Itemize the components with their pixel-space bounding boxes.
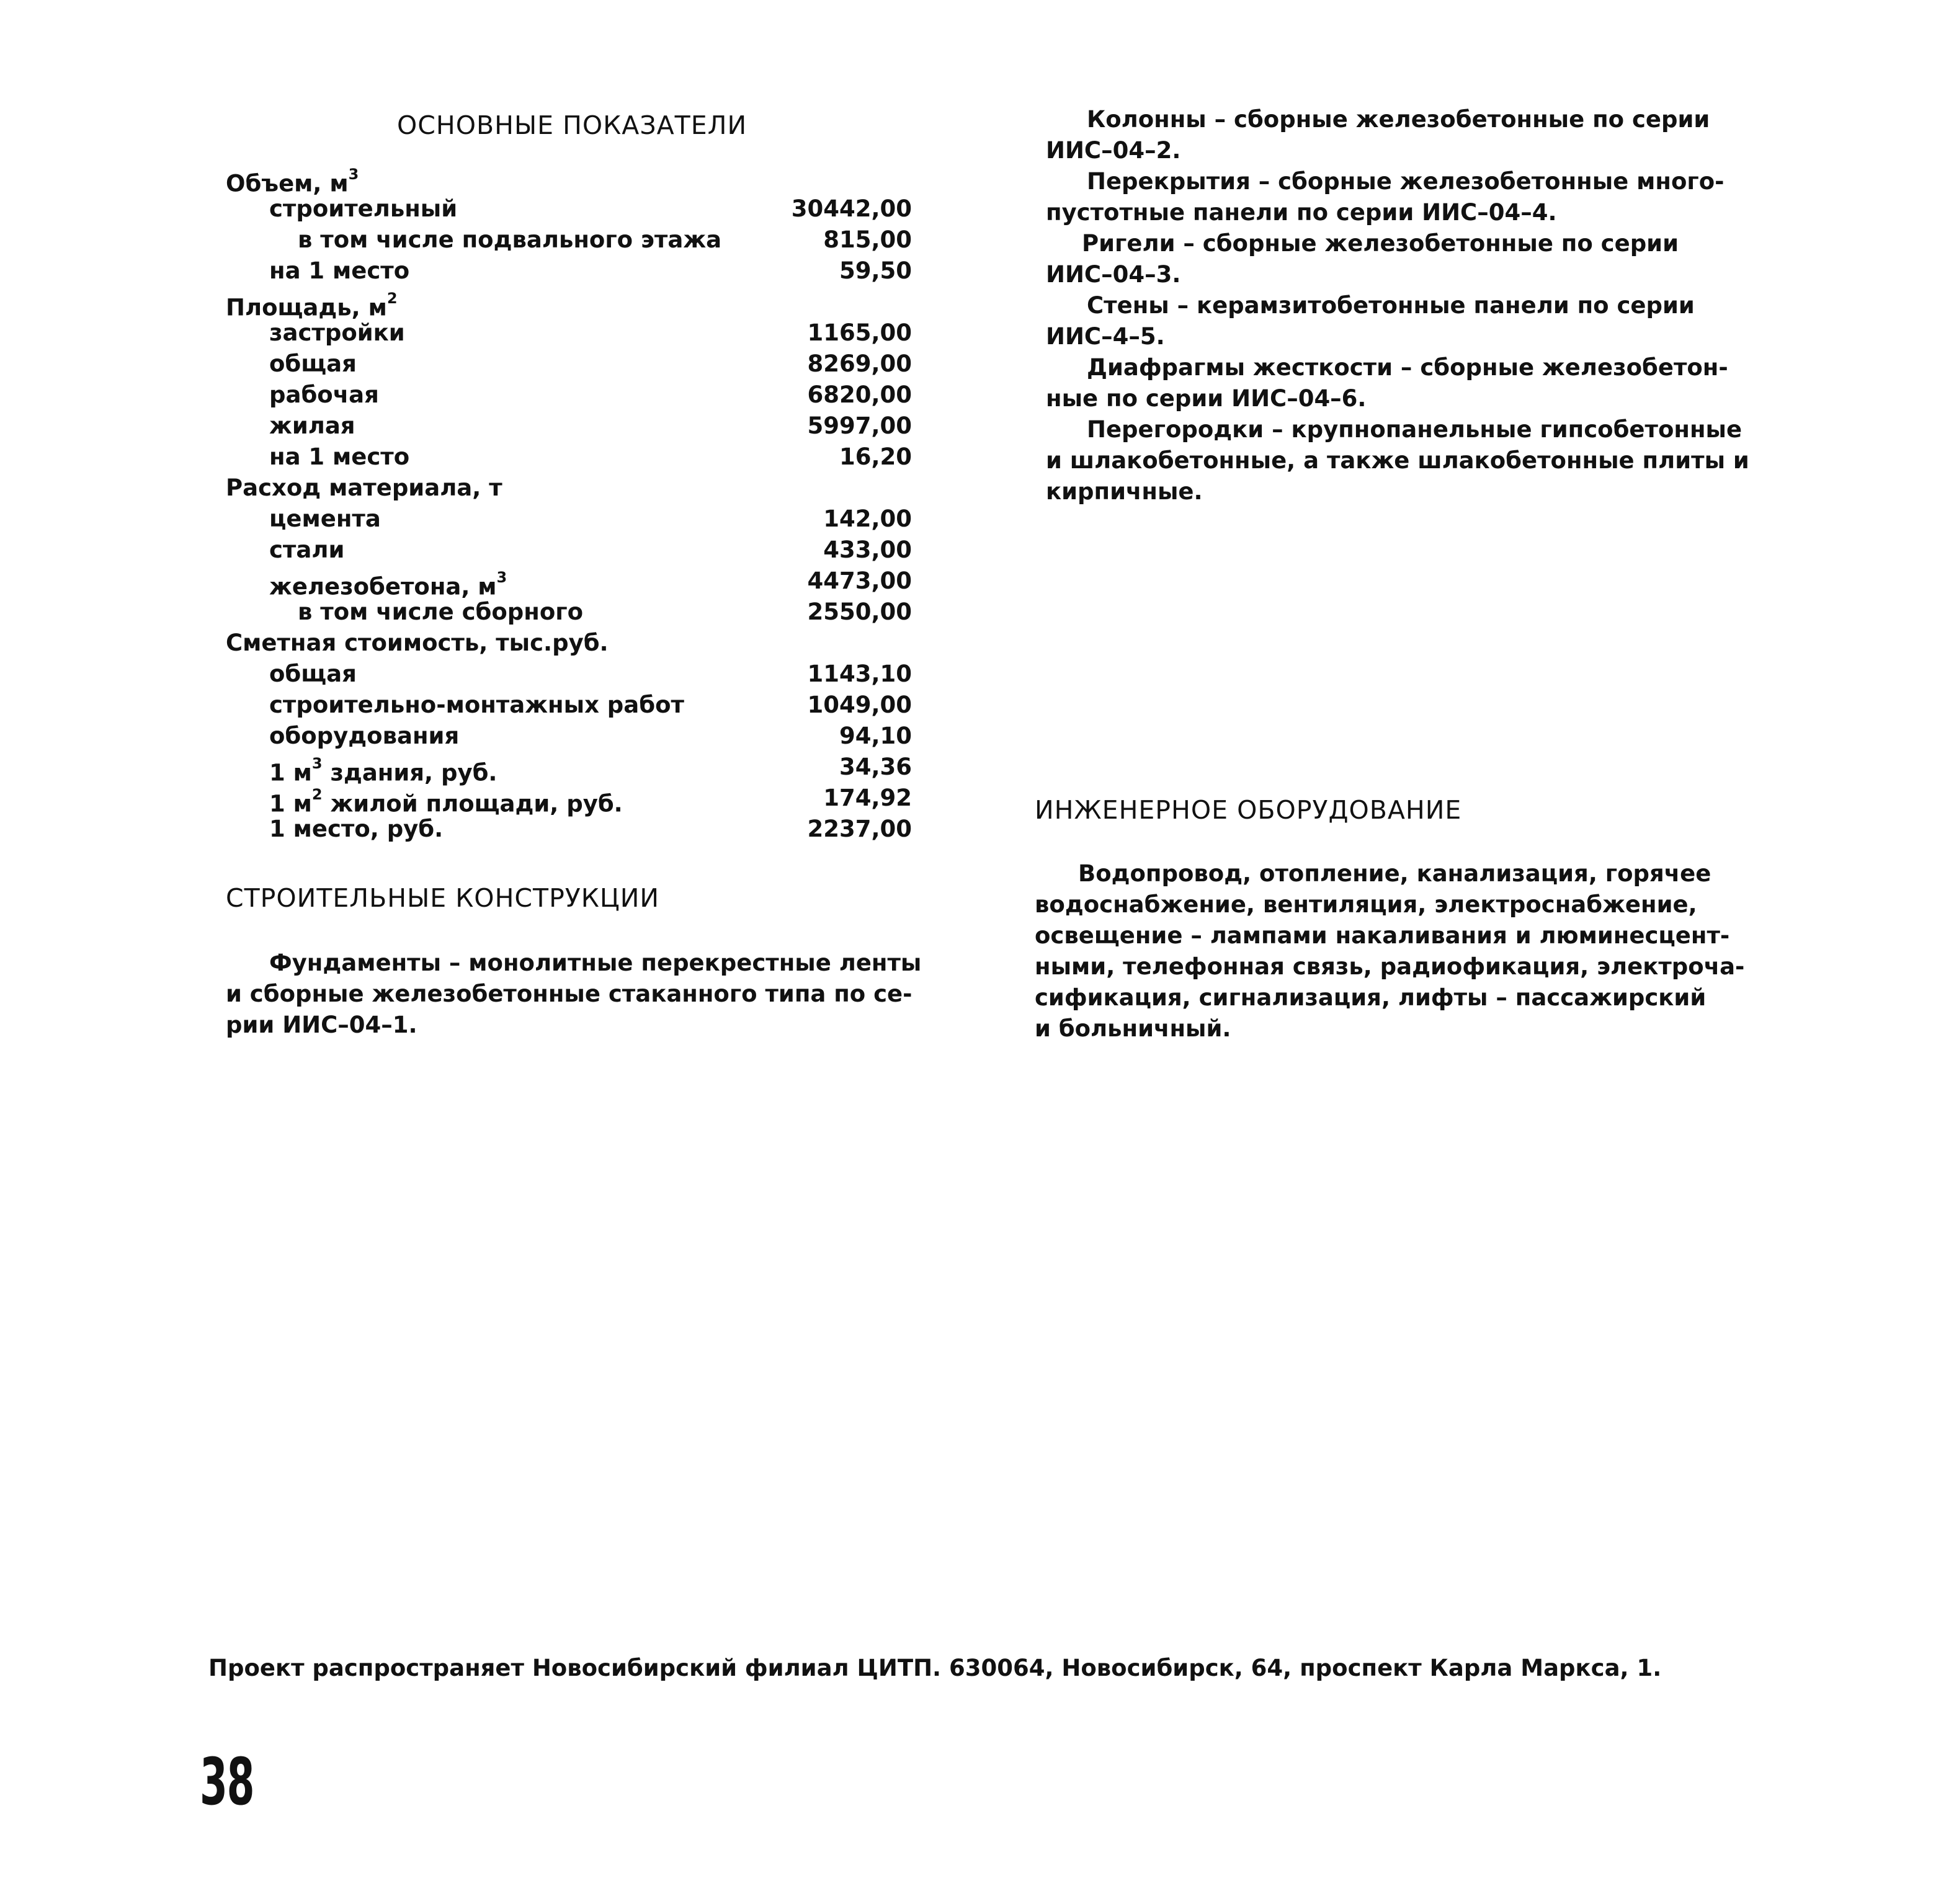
row-label: рабочая — [269, 381, 379, 408]
text-line: Колонны – сборные железобетонные по серии — [1087, 106, 1710, 133]
row-value: 174,92 — [823, 785, 912, 811]
row-label: строительно-монтажных работ — [269, 692, 684, 718]
table-row — [226, 597, 912, 628]
text-line: ными, телефонная связь, радиофикация, электроча- — [1035, 953, 1745, 980]
row-value: 142,00 — [823, 505, 912, 532]
structure-paragraph — [1046, 104, 1749, 507]
table-row — [226, 690, 912, 721]
table-row — [226, 162, 912, 197]
distributor-note: Проект распространяет Новосибирский филиал ЦИТП. 630064, Новосибирск, 64, проспект Карла Маркса, 1. — [208, 1655, 1662, 1681]
row-label: Площадь, $м^2$ — [226, 290, 398, 321]
row-label: оборудования — [269, 723, 460, 749]
table-row — [226, 566, 912, 600]
row-label: железобетона, $м^3$ — [269, 569, 507, 600]
text-line: кирпичные. — [1046, 478, 1203, 505]
text-line: пустотные панели по серии ИИС–04–4. — [1046, 199, 1557, 226]
row-label: застройки — [269, 319, 405, 346]
table-row — [226, 411, 912, 442]
row-label: в том числе сборного — [298, 598, 584, 625]
row-value: 2237,00 — [807, 816, 912, 842]
indicators-title: ОСНОВНЫЕ ПОКАЗАТЕЛИ — [397, 110, 747, 140]
text-line: Стены – керамзитобетонные панели по серии — [1087, 292, 1695, 319]
construction-title: СТРОИТЕЛЬНЫЕ КОНСТРУКЦИИ — [226, 883, 660, 913]
row-label: стали — [269, 536, 345, 563]
table-row — [226, 318, 912, 349]
text-line: ные по серии ИИС–04–6. — [1046, 385, 1367, 412]
row-value: 8269,00 — [807, 350, 912, 377]
text-line: сификация, сигнализация, лифты – пассажирский — [1035, 984, 1707, 1011]
text-line: и шлакобетонные, а также шлакобетонные плиты и — [1046, 447, 1749, 474]
text-line: и сборные железобетонные стаканного типа по се- — [226, 981, 912, 1007]
row-value: 433,00 — [823, 536, 912, 563]
text-line: водоснабжение, вентиляция, электроснабжение, — [1035, 891, 1697, 918]
text-line: Ригели – сборные железобетонные по серии — [1082, 230, 1679, 257]
row-label: 1 место, руб. — [269, 816, 444, 842]
table-row — [226, 256, 912, 287]
text-line: ИИС–4–5. — [1046, 323, 1165, 350]
row-value: 59,50 — [839, 257, 912, 284]
text-line: и больничный. — [1035, 1015, 1231, 1042]
row-value: 815,00 — [823, 226, 912, 253]
table-row — [226, 659, 912, 690]
row-label: общая — [269, 661, 357, 687]
row-value: 4473,00 — [807, 567, 912, 594]
table-row — [226, 287, 912, 321]
table-row — [226, 783, 912, 817]
indicators-table — [226, 162, 912, 845]
page-number: 38 — [200, 1744, 254, 1820]
text-line: Фундаменты – монолитные перекрестные ленты — [269, 950, 922, 976]
row-label: цемента — [269, 505, 381, 532]
table-row — [226, 194, 912, 225]
row-value: 1165,00 — [807, 319, 912, 346]
row-value: 6820,00 — [807, 381, 912, 408]
text-line: ИИС–04–2. — [1046, 137, 1181, 164]
row-label: 1 $м^2$ жилой площади, руб. — [269, 786, 623, 817]
table-row — [226, 628, 912, 659]
text-line: Перегородки – крупнопанельные гипсобетонные — [1087, 416, 1742, 443]
text-line: освещение – лампами накаливания и люминесцент- — [1035, 922, 1730, 949]
table-row — [226, 721, 912, 752]
table-row — [226, 349, 912, 380]
table-row — [226, 380, 912, 411]
row-label: Сметная стоимость, тыс.руб. — [226, 629, 609, 656]
row-value: 1143,10 — [807, 661, 912, 687]
row-value: 5997,00 — [807, 412, 912, 439]
row-value: 30442,00 — [791, 195, 912, 222]
table-row — [226, 442, 912, 473]
row-value: 94,10 — [839, 723, 912, 749]
row-label: Объем, $м^3$ — [226, 166, 359, 197]
row-label: общая — [269, 350, 357, 377]
row-label: в том числе подвального этажа — [298, 226, 722, 253]
row-label: 1 $м^3$ здания, руб. — [269, 755, 498, 786]
foundation-paragraph — [226, 948, 921, 1041]
row-value: 16,20 — [839, 443, 912, 470]
table-row — [226, 225, 912, 256]
text-line: Водопровод, отопление, канализация, горячее — [1078, 860, 1711, 887]
row-label: строительный — [269, 195, 458, 222]
table-row — [226, 504, 912, 535]
text-line: рии ИИС–04–1. — [226, 1012, 417, 1038]
engineering-title: ИНЖЕНЕРНОЕ ОБОРУДОВАНИЕ — [1035, 795, 1462, 825]
row-value: 1049,00 — [807, 692, 912, 718]
table-row — [226, 752, 912, 786]
table-row — [226, 473, 912, 504]
table-row — [226, 814, 912, 845]
text-line: Диафрагмы жесткости – сборные железобетон- — [1087, 354, 1728, 381]
engineering-paragraph — [1035, 858, 1744, 1044]
text-line: Перекрытия – сборные железобетонные много- — [1087, 168, 1725, 195]
row-value: 34,36 — [839, 754, 912, 780]
text-line: ИИС–04–3. — [1046, 261, 1181, 288]
row-label: Расход материала, т — [226, 474, 502, 501]
row-label: жилая — [269, 412, 355, 439]
table-row — [226, 535, 912, 566]
row-value: 2550,00 — [807, 598, 912, 625]
row-label: на 1 место — [269, 443, 410, 470]
row-label: на 1 место — [269, 257, 410, 284]
